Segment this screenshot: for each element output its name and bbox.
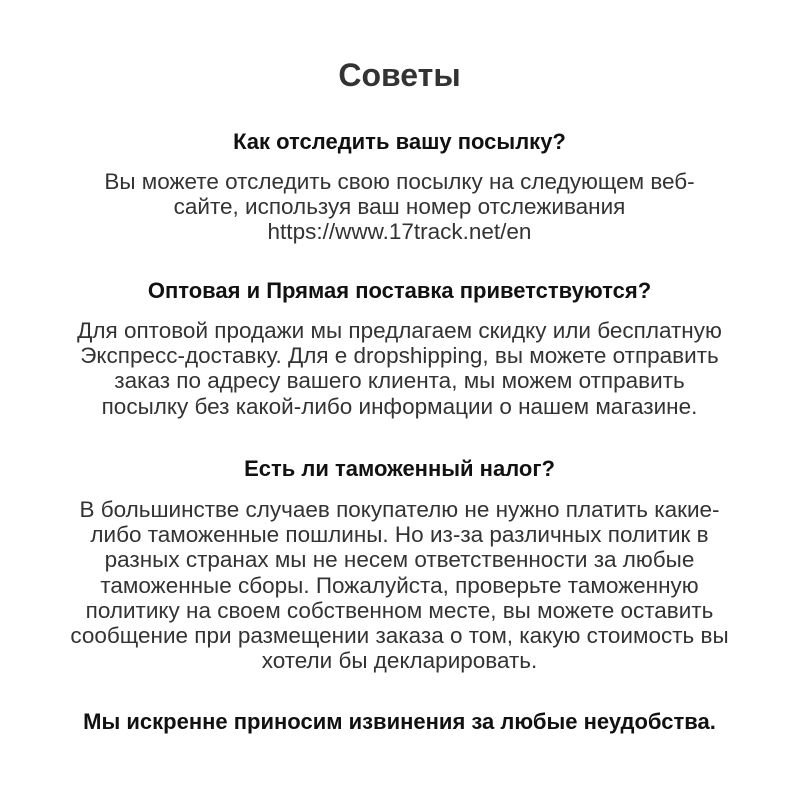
section-body-wholesale (0, 318, 799, 419)
section-heading-wholesale: Оптовая и Прямая поставка приветствуются? (147, 278, 652, 303)
section-body-tracking (0, 169, 799, 245)
section-heading-tracking: Как отследить вашу посылку? (233, 129, 566, 154)
section-body-customs (0, 497, 799, 673)
section-heading-customs: Есть ли таможенный налог? (244, 456, 555, 481)
body-line: таможенные сборы. Пожалуйста, проверьте таможенную (100, 572, 699, 598)
body-line: Вы можете отследить свою посылку на следующем веб- (104, 169, 695, 194)
body-line: Для оптовой продажи мы предлагаем скидку или бесплатную (77, 318, 722, 343)
body-line: либо таможенные пошлины. Но из-за различных политик в (90, 522, 709, 548)
page-title: Советы (338, 57, 461, 93)
body-line: сообщение при размещении заказа о том, какую стоимость вы (70, 623, 729, 649)
body-line: политику на своем собственном месте, вы можете оставить (85, 597, 714, 623)
apology-note: Мы искренне приносим извинения за любые неудобства. (83, 709, 716, 734)
body-line: заказ по адресу вашего клиента, мы можем отправить (114, 368, 685, 394)
body-line: разных странах мы не несем ответственности за любые (104, 547, 695, 573)
body-line: сайте, используя ваш номер отслеживания (173, 194, 626, 220)
body-line: Экспресс-доставку. Для е dropshipping, вы можете отправить (80, 343, 719, 369)
body-line: В большинстве случаев покупателю не нужно платить какие- (79, 497, 720, 522)
tracking-link-text: https://www.17track.net/en (267, 219, 532, 245)
body-line: хотели бы декларировать. (261, 648, 538, 674)
body-line: посылку без какой-либо информации о нашем магазине. (101, 393, 698, 419)
